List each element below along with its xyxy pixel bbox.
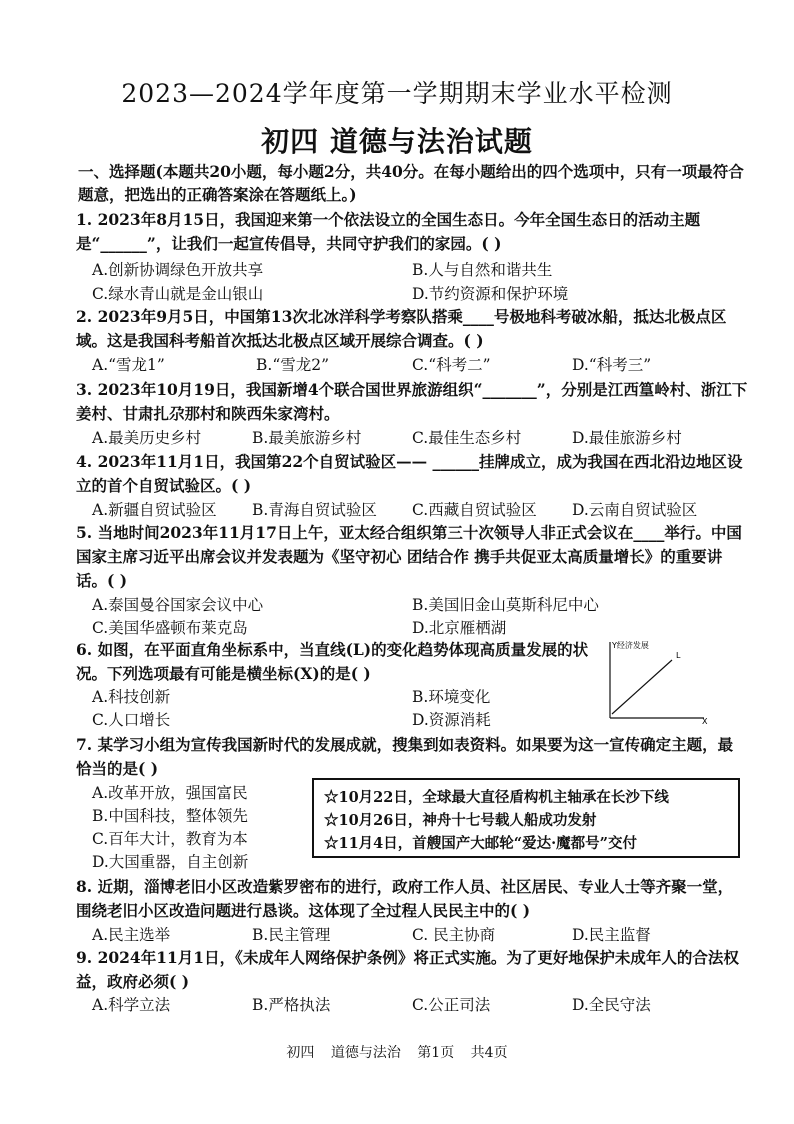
- info-item-1: ☆10月22日，全球最大直径盾构机主轴承在长沙下线: [324, 789, 669, 806]
- graph-y-label: Y经济发展: [612, 641, 649, 650]
- question-1-option-d[interactable]: D.节约资源和保护环境: [412, 285, 569, 303]
- page-footer: [0, 1042, 794, 1062]
- question-1: [76, 208, 748, 256]
- question-8: [76, 875, 748, 923]
- question-8-option-b[interactable]: B.民主管理: [252, 926, 331, 944]
- question-9-stem: 9. 2024年11月1日，《未成年人网络保护条例》将正式实施。为了更好地保护未成年人的合法权益，政府必须( ): [76, 948, 739, 991]
- question-9-option-d[interactable]: D.全民守法: [572, 996, 651, 1014]
- info-item-3: ☆11月4日，首艘国产大邮轮“爱达·魔都号”交付: [324, 835, 637, 852]
- footer-grade: 初四: [286, 1045, 315, 1061]
- question-1-option-c[interactable]: C.绿水青山就是金山银山: [92, 285, 264, 303]
- question-9-option-c[interactable]: C.公正司法: [412, 996, 491, 1014]
- question-2-option-c[interactable]: C.“科考二”: [412, 356, 491, 374]
- question-5-option-b[interactable]: B.美国旧金山莫斯科尼中心: [412, 596, 599, 614]
- question-4-option-a[interactable]: A.新疆自贸试验区: [92, 501, 217, 519]
- question-5-option-d[interactable]: D.北京雁栖湖: [412, 619, 507, 637]
- question-7-option-d[interactable]: D.大国重器，自主创新: [92, 853, 249, 871]
- question-9: [76, 946, 748, 994]
- question-8-stem: 8. 近期，淄博老旧小区改造紫罗密布的进行，政府工作人员、社区居民、专业人士等齐聚一堂，围绕老旧小区改造问题进行恳谈。这体现了全过程人民民主中的( ): [76, 877, 734, 920]
- footer-subject: 道德与法治: [330, 1045, 401, 1061]
- question-6-stem: 6. 如图，在平面直角坐标系中，当直线(L)的变化趋势体现高质量发展的状况。下列选项最有可能是横坐标(X)的是( ): [76, 640, 589, 683]
- info-box: [312, 778, 740, 858]
- graph-line-l: [612, 660, 672, 714]
- question-7-option-a[interactable]: A.改革开放，强国富民: [92, 784, 248, 802]
- question-6-option-d[interactable]: D.资源消耗: [412, 711, 491, 729]
- question-2: [76, 305, 748, 353]
- question-7: [76, 733, 748, 781]
- question-1-option-b[interactable]: B.人与自然和谐共生: [412, 261, 553, 279]
- question-3-stem: 3. 2023年10月19日，我国新增4个联合国世界旅游组织“_______”，分别是江西篁岭村、浙江下姜村、甘肃扎尕那村和陕西朱家湾村。: [76, 380, 748, 423]
- question-5-option-a[interactable]: A.泰国曼谷国家会议中心: [92, 596, 264, 614]
- question-4-stem: 4. 2023年11月1日，我国第22个自贸试验区—— ______挂牌成立，成为我国在西北沿边地区设立的首个自贸试验区。( ): [76, 452, 743, 495]
- question-8-option-a[interactable]: A.民主选举: [92, 926, 171, 944]
- question-4-option-d[interactable]: D.云南自贸试验区: [572, 501, 698, 519]
- question-8-option-c[interactable]: C. 民主协商: [412, 926, 496, 944]
- question-8-option-d[interactable]: D.民主监督: [572, 926, 651, 944]
- question-5: [76, 521, 748, 593]
- question-6-option-a[interactable]: A.科技创新: [92, 688, 171, 706]
- question-5-option-c[interactable]: C.美国华盛顿布莱克岛: [92, 619, 248, 637]
- question-9-option-b[interactable]: B.严格执法: [252, 996, 331, 1014]
- graph-x-label: X: [702, 717, 708, 726]
- question-1-stem: 1. 2023年8月15日，我国迎来第一个依法设立的全国生态日。今年全国生态日的活动主题是“______”，让我们一起宣传倡导，共同守护我们的家园。( ): [76, 210, 701, 253]
- subject-title: 初四 道德与法治试题: [261, 125, 533, 158]
- question-5-stem: 5. 当地时间2023年11月17日上午，亚太经合组织第三十次领导人非正式会议在____举行。中国国家主席习近平出席会议并发表题为《坚守初心 团结合作 携手共促亚太高质量增长》的重要讲话。( ): [76, 523, 742, 590]
- question-6-option-b[interactable]: B.环境变化: [412, 688, 491, 706]
- footer-page: 第1页: [417, 1045, 455, 1061]
- question-7-option-c[interactable]: C.百年大计，教育为本: [92, 830, 248, 848]
- question-6-option-c[interactable]: C.人口增长: [92, 711, 171, 729]
- question-2-option-b[interactable]: B.“雪龙2”: [256, 356, 330, 374]
- question-7-option-b[interactable]: B.中国科技，整体领先: [92, 807, 248, 825]
- question-2-stem: 2. 2023年9月5日，中国第13次北冰洋科学考察队搭乘____号极地科考破冰船，抵达北极点区域。这是我国科考船首次抵达北极点区域开展综合调查。( ): [76, 307, 727, 350]
- question-3-option-c[interactable]: C.最佳生态乡村: [412, 429, 522, 447]
- question-2-option-d[interactable]: D.“科考三”: [572, 356, 652, 374]
- graph-line-label: L: [676, 651, 681, 660]
- question-4-option-c[interactable]: C.西藏自贸试验区: [412, 501, 537, 519]
- section-heading: 一、选择题(本题共20小题，每小题2分，共40分。在每小题给出的四个选项中，只有一项最符合题意，把选出的正确答案涂在答题纸上。): [78, 162, 744, 204]
- question-4-option-b[interactable]: B.青海自贸试验区: [252, 501, 377, 519]
- coordinate-graph: [600, 638, 712, 726]
- question-7-stem: 7. 某学习小组为宣传我国新时代的发展成就，搜集到如表资料。如果要为这一宣传确定主题，最恰当的是( ): [76, 735, 734, 778]
- question-4: [76, 450, 748, 498]
- question-3-option-d[interactable]: D.最佳旅游乡村: [572, 429, 682, 447]
- question-9-option-a[interactable]: A.科学立法: [92, 996, 171, 1014]
- exam-title: 2023—2024学年度第一学期期末学业水平检测: [121, 79, 673, 108]
- question-2-option-a[interactable]: A.“雪龙1”: [92, 356, 165, 374]
- question-3-option-a[interactable]: A.最美历史乡村: [92, 429, 202, 447]
- footer-total: 共4页: [470, 1045, 508, 1061]
- question-6: [76, 638, 596, 686]
- info-item-2: ☆10月26日，神舟十七号载人船成功发射: [324, 812, 597, 829]
- question-3: [76, 378, 748, 426]
- question-3-option-b[interactable]: B.最美旅游乡村: [252, 429, 362, 447]
- question-1-option-a[interactable]: A.创新协调绿色开放共享: [92, 261, 264, 279]
